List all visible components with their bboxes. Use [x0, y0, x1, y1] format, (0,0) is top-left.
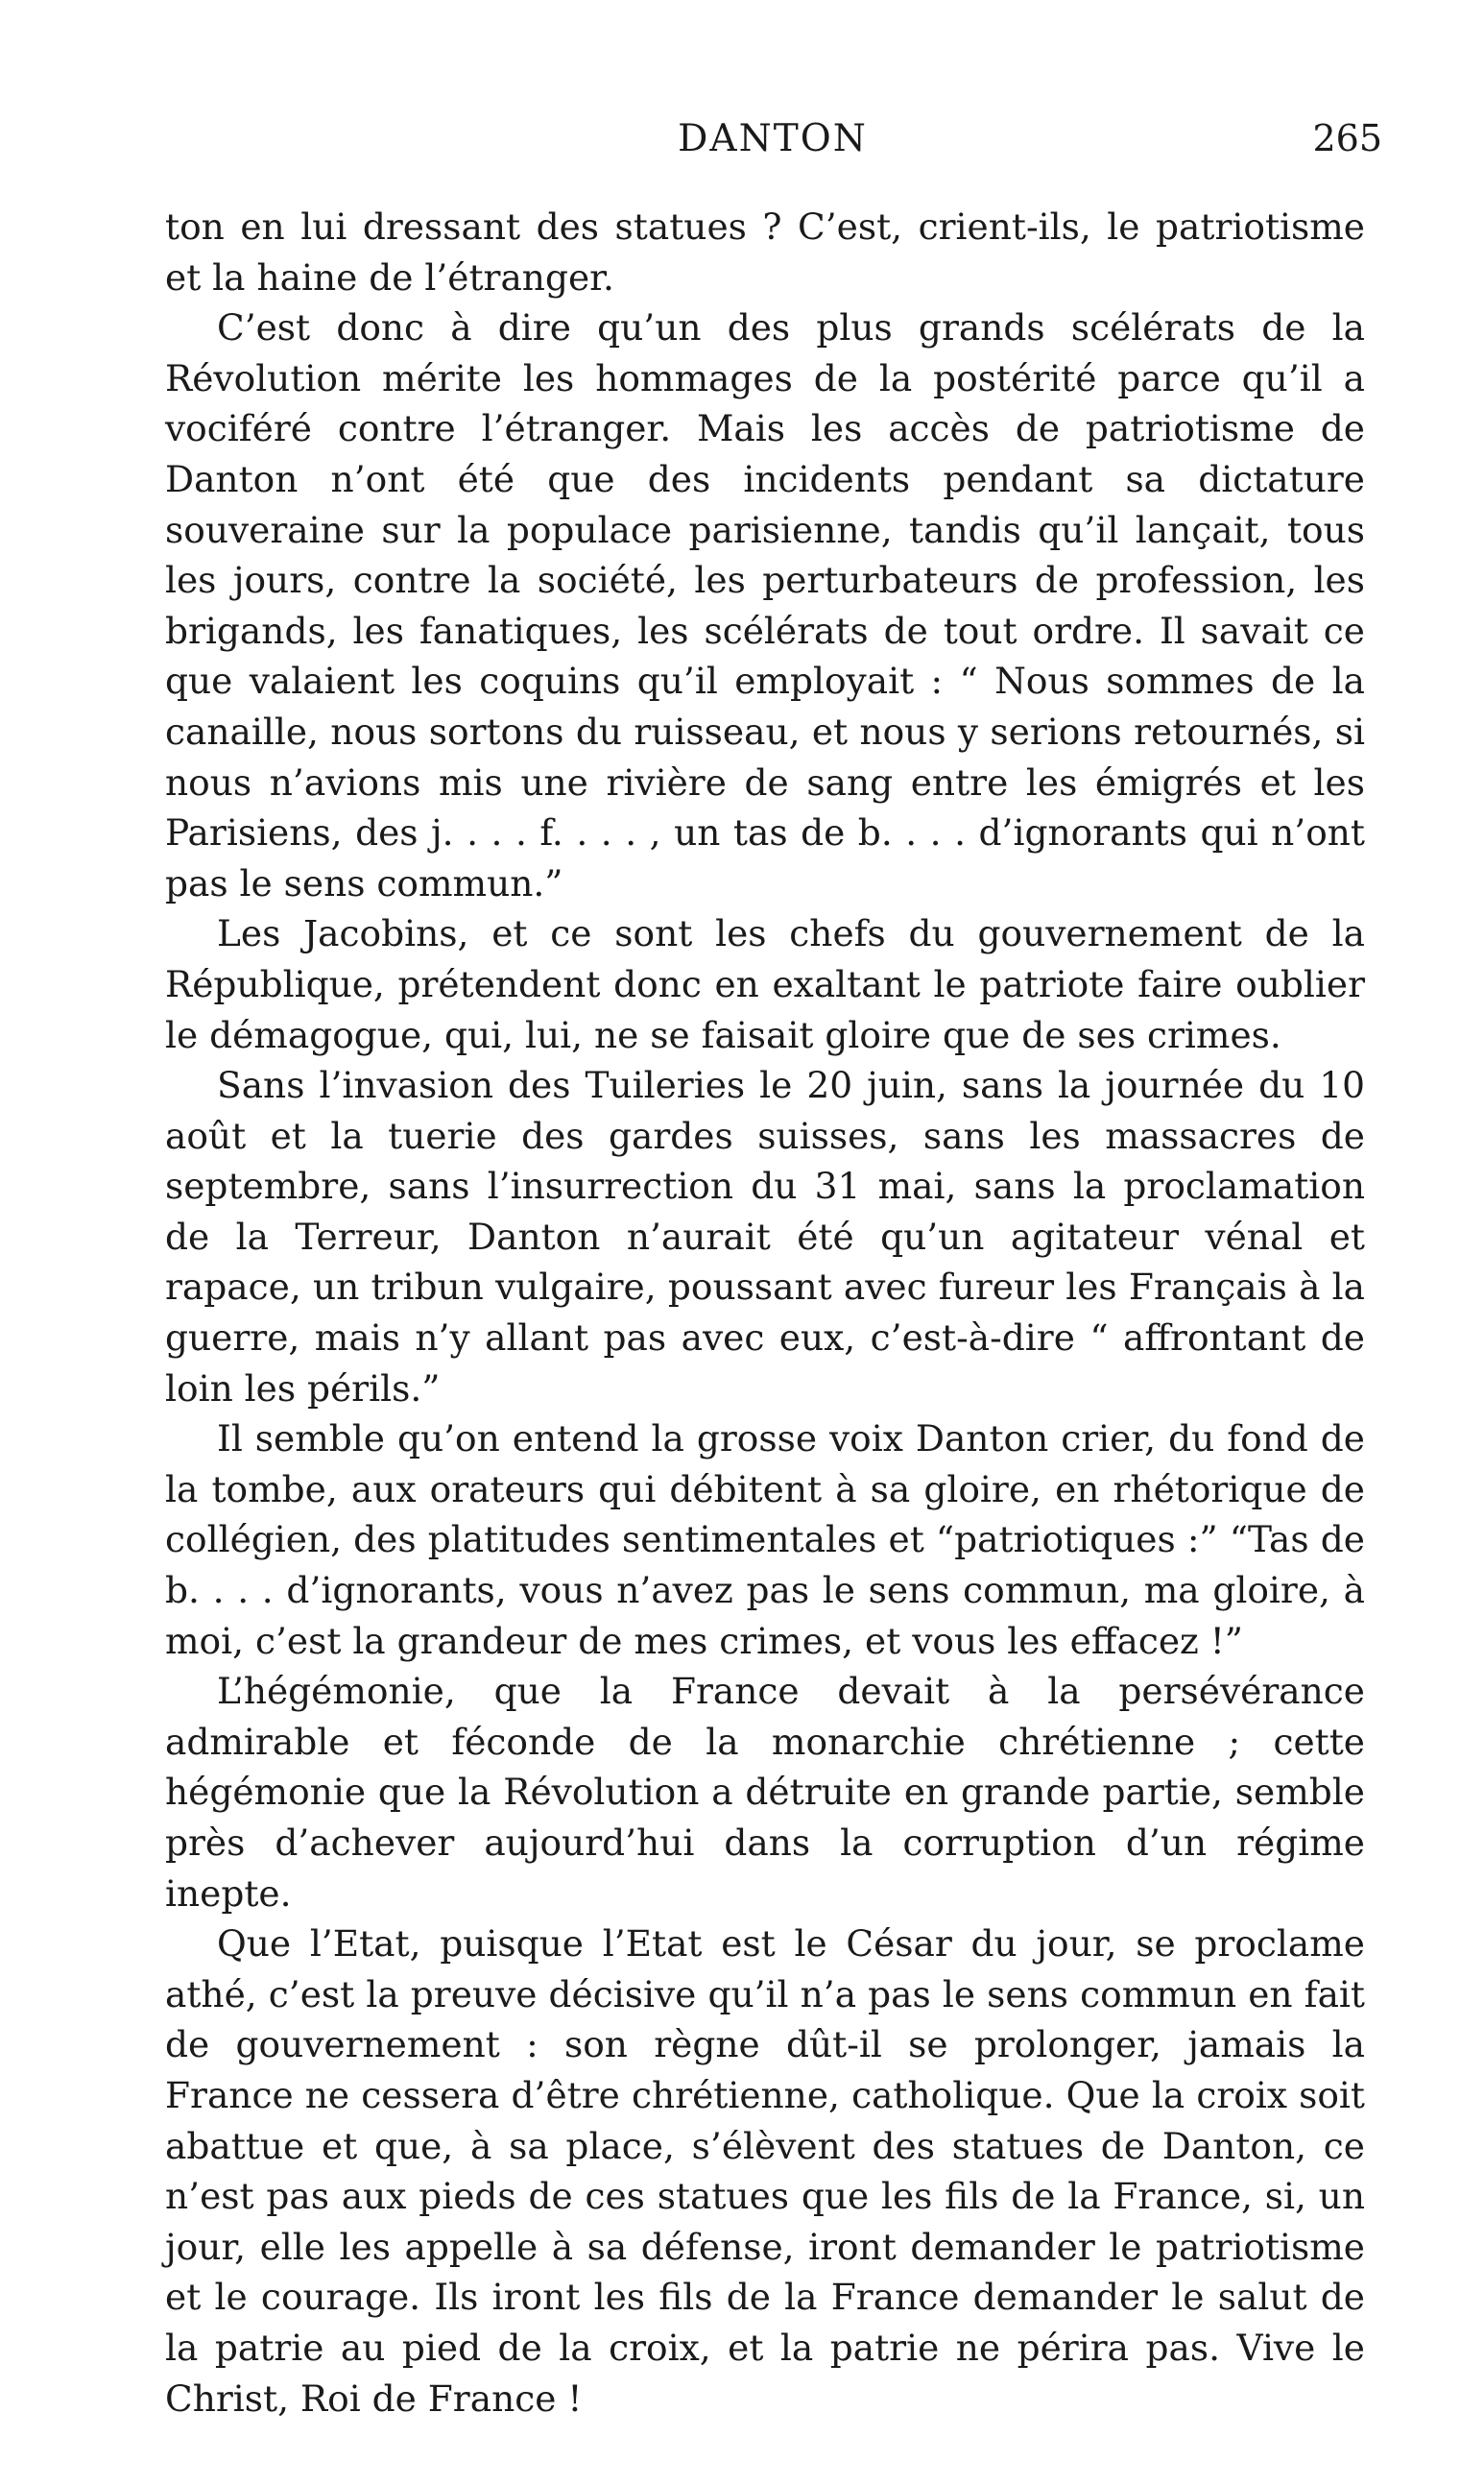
- paragraph: L’hégémonie, que la France devait à la persévérance admirable et féconde de la monarchie chrétienne ; cette hégémonie que la Révolution a détruite en grande partie, semble près d’achever aujourd’hui dans la corruption d’un régime inepte.: [165, 1670, 1365, 1915]
- running-title: DANTON: [678, 117, 868, 160]
- paragraph: Il semble qu’on entend la grosse voix Danton crier, du fond de la tombe, aux orateurs qui débitent à sa gloire, en rhétorique de collégien, des platitudes sentimentales et “patriotiques :” “Tas de b. . . . d’ignorants, vous n’avez pas le sens commun, ma gloire, à moi, c’est la grandeur de mes crimes, et vous les effacez !”: [165, 1417, 1365, 1662]
- page-header: [163, 117, 1382, 175]
- paragraph: C’est donc à dire qu’un des plus grands scélérats de la Révolution mérite les hommages de la postérité parce qu’il a vociféré contre l’étranger. Mais les accès de patriotisme de Danton n’ont été que des incidents pendant sa dictature souveraine sur la populace parisienne, tandis qu’il lançait, tous les jours, contre la société, les perturbateurs de profession, les brigands, les fanatiques, les scélérats de tout ordre. Il savait ce que valaient les coquins qu’il employait : “ Nous sommes de la canaille, nous sortons du ruisseau, et nous y serions retournés, si nous n’avions mis une rivière de sang entre les émigrés et les Parisiens, des j. . . . f. . . . , un tas de b. . . . d’ignorants qui n’ont pas le sens commun.”: [165, 306, 1365, 905]
- body-text: [165, 202, 1365, 2424]
- paragraph: Que l’Etat, puisque l’Etat est le César du jour, se proclame athé, c’est la preuve décisive qu’il n’a pas le sens commun en fait de gouvernement : son règne dût-il se prolonger, jamais la France ne cessera d’être chrétienne, catholique. Que la croix soit abattue et que, à sa place, s’élèvent des statues de Danton, ce n’est pas aux pieds de ces statues que les fils de la France, si, un jour, elle les appelle à sa défense, iront demander le patriotisme et le courage. Ils iront les fils de la France demander le salut de la patrie au pied de la croix, et la patrie ne périra pas. Vive le Christ, Roi de France !: [165, 1922, 1365, 2420]
- paragraph: Sans l’invasion des Tuileries le 20 juin, sans la journée du 10 août et la tuerie des gardes suisses, sans les massacres de septembre, sans l’insurrection du 31 mai, sans la proclamation de la Terreur, Danton n’aurait été qu’un agitateur vénal et rapace, un tribun vulgaire, poussant avec fureur les Français à la guerre, mais n’y allant pas avec eux, c’est-à-dire “ affrontant de loin les périls.”: [165, 1064, 1365, 1410]
- paragraph: ton en lui dressant des statues ? C’est, crient-ils, le patriotisme et la haine de l’étranger.: [165, 205, 1365, 299]
- paragraph: Les Jacobins, et ce sont les chefs du gouvernement de la République, prétendent donc en exaltant le patriote faire oublier le démagogue, qui, lui, ne se faisait gloire que de ses crimes.: [165, 912, 1365, 1056]
- page-number: 265: [1312, 117, 1382, 159]
